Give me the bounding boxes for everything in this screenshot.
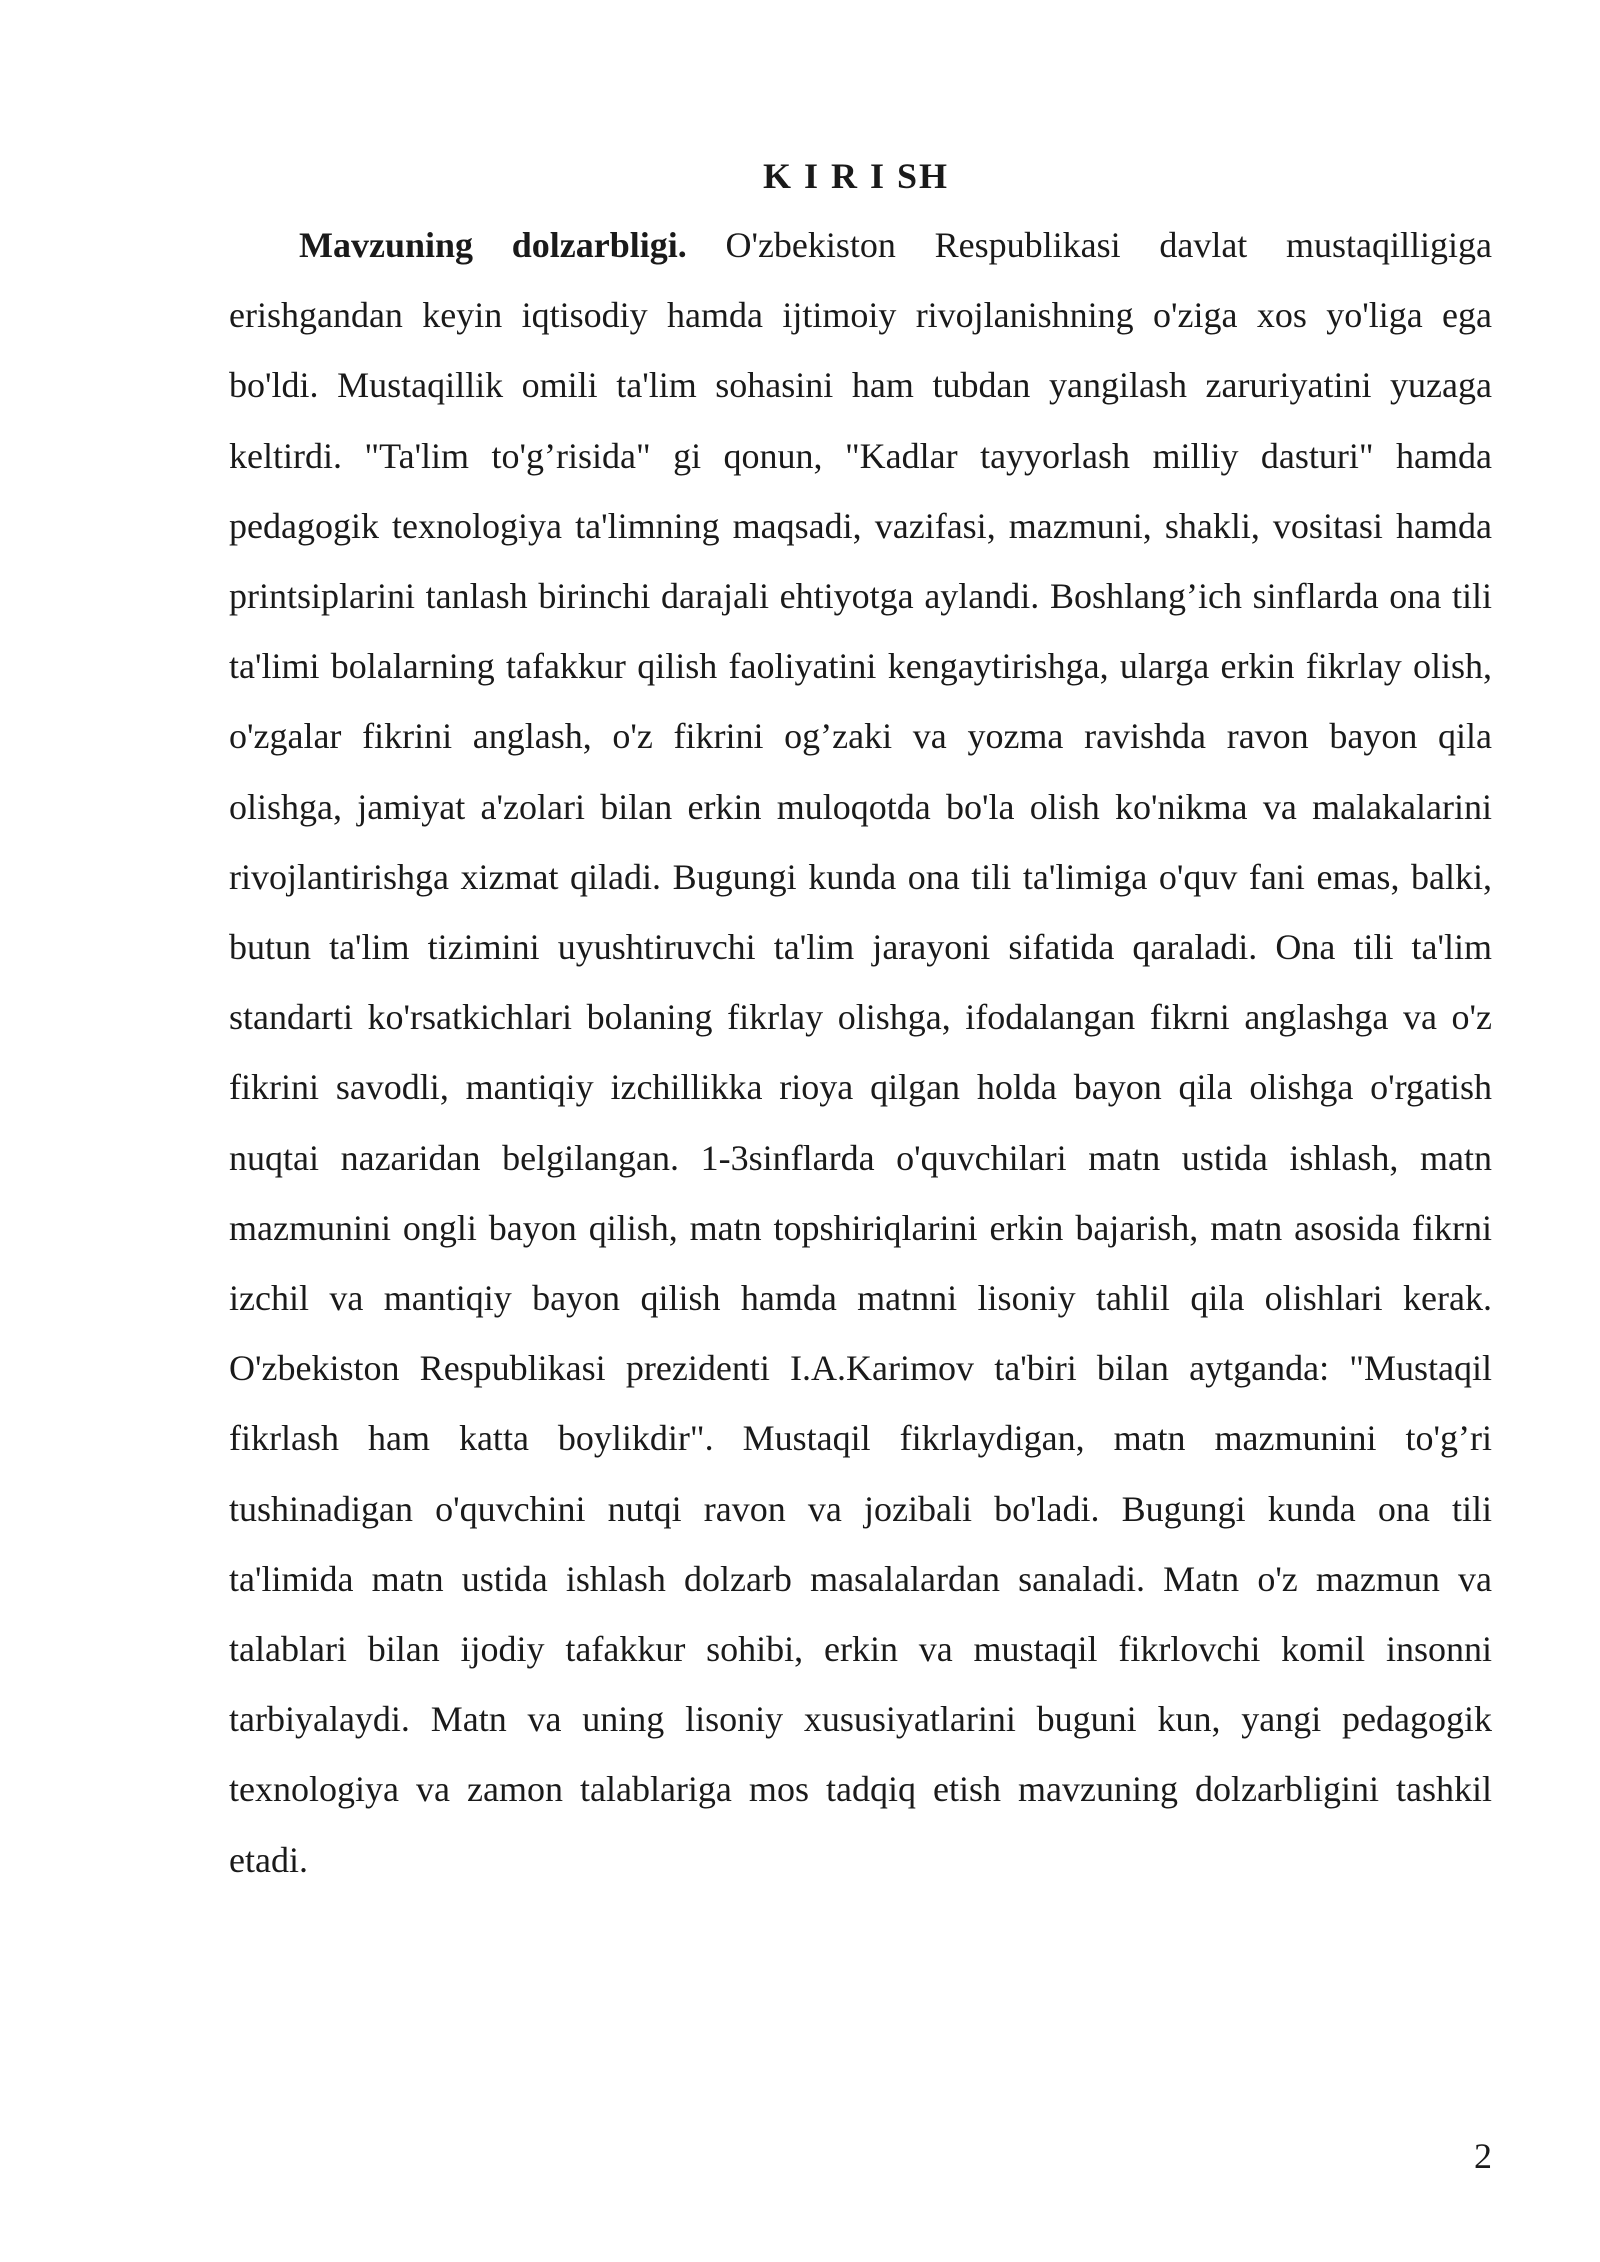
paragraph-text: O'zbekiston Respublikasi davlat mustaqilligiga erishgandan keyin iqtisodiy hamda ijtimoiy rivojlanishning o'ziga xos yo'liga ega bo'ldi. Mustaqillik omili ta'lim sohasini ham tubdan yangilash zaruriyatini yuzaga keltirdi. "Ta'lim to'g’risida" gi qonun, "Kadlar tayyorlash milliy dasturi" hamda pedagogik texnologiya ta'limning maqsadi, vazifasi, mazmuni, shakli, vositasi hamda printsiplarini tanlash birinchi darajali ehtiyotga aylandi. Boshlang’ich sinflarda ona tili ta'limi bolalarning tafakkur qilish faoliyatini kengaytirishga, ularga erkin fikrlay olish, o'zgalar fikrini anglash, o'z fikrini og’zaki va yozma ravishda ravon bayon qila olishga, jamiyat a'zolari bilan erkin muloqotda bo'la olish ko'nikma va malakalarini rivojlantirishga xizmat qiladi. Bugungi kunda ona tili ta'limiga o'quv fani emas, balki, butun ta'lim tizimini uyushtiruvchi ta'lim jarayoni sifatida qaraladi. Ona tili ta'lim standarti ko'rsatkichlari bolaning fikrlay olishga, ifodalangan fikrni anglashga va o'z fikrini savodli, mantiqiy izchillikka rioya qilgan holda bayon qila olishga o'rgatish nuqtai nazaridan belgilangan. 1-3sinflarda o'quvchilari matn ustida ishlash, matn mazmunini ongli bayon qilish, matn topshiriqlarini erkin bajarish, matn asosida fikrni izchil va mantiqiy bayon qilish hamda matnni lisoniy tahlil qila olishlari kerak. O'zbekiston Respublikasi prezidenti I.A.Karimov ta'biri bilan aytganda: "Mustaqil fikrlash ham katta boylikdir". Mustaqil fikrlaydigan, matn mazmunini to'g’ri tushinadigan o'quvchini nutqi ravon va jozibali bo'ladi. Bugungi kunda ona tili ta'limida matn ustida ishlash dolzarb masalalardan sanaladi. Matn o'z mazmun va talablari bilan ijodiy tafakkur sohibi, erkin va mustaqil fikrlovchi komil insonni tarbiyalaydi. Matn va uning lisoniy xususiyatlarini buguni kun, yangi pedagogik texnologiya va zamon talablariga mos tadqiq etish mavzuning dolzarbligini tashkil etadi. [229, 225, 1493, 1880]
section-heading: K I R I SH [762, 156, 950, 196]
body-paragraph [229, 210, 1492, 1895]
page-number: 2 [1474, 2136, 1492, 2176]
paragraph-lead: Mavzuning dolzarbligi. [299, 225, 687, 265]
